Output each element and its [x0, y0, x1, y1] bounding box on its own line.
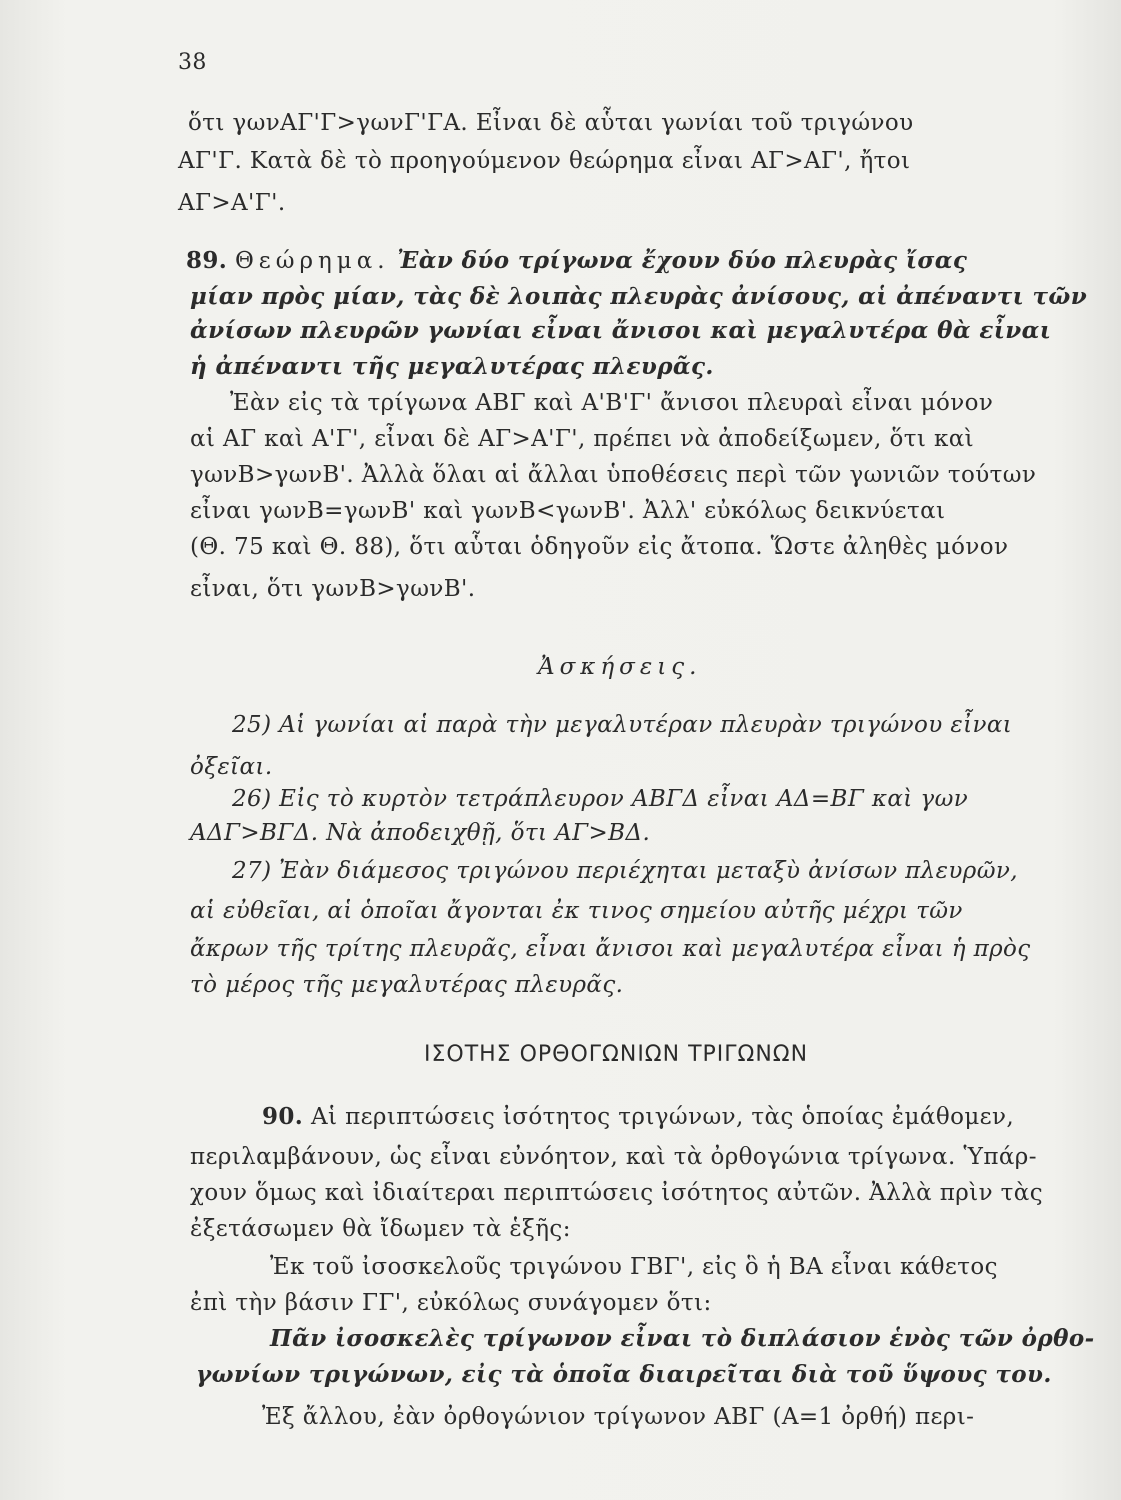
text-line: χουν ὅμως καὶ ἰδιαίτεραι περιπτώσεις ἰσότητος αὐτῶν. Ἀλλὰ πρὶν τὰς	[190, 1180, 1044, 1206]
text-line: ἐξετάσωμεν θὰ ἴδωμεν τὰ ἑξῆς:	[190, 1216, 571, 1242]
paragraph-number: 90.	[262, 1103, 304, 1130]
theorem-number: 89.	[186, 247, 228, 274]
paragraph-90	[262, 1102, 1121, 1132]
text-line: τὸ μέρος τῆς μεγαλυτέρας πλευρᾶς.	[190, 972, 624, 998]
text-line: ΑΓ'Γ. Κατὰ δὲ τὸ προηγούμενον θεώρημα εἶναι ΑΓ>ΑΓ', ἤτοι	[178, 148, 911, 174]
principle-text: Πᾶν ἰσοσκελὲς τρίγωνον εἶναι τὸ διπλάσιον ἑνὸς τῶν ὀρθο-	[270, 1325, 1095, 1352]
text-line: Ἐξ ἄλλου, ἐὰν ὀρθογώνιον τρίγωνον ΑΒΓ (Α=1 ὀρθή) περι-	[262, 1404, 975, 1430]
text-line: ὀξεῖαι.	[190, 754, 273, 780]
text-line: (Θ. 75 καὶ Θ. 88), ὅτι αὗται ὁδηγοῦν εἰς ἄτοπα. Ὥστε ἀληθὲς μόνον	[190, 534, 1009, 560]
exercises-title: Ἀσκήσεις.	[538, 654, 702, 680]
exercise-number: 27)	[232, 858, 272, 884]
text-line: ΑΔΓ>ΒΓΔ. Νὰ ἀποδειχθῇ, ὅτι ΑΓ>ΒΔ.	[190, 820, 651, 846]
text-line: αἱ εὐθεῖαι, αἱ ὁποῖαι ἄγονται ἐκ τινος σημείου αὐτῆς μέχρι τῶν	[190, 898, 963, 924]
text-line: περιλαμβάνουν, ὡς εἶναι εὐνόητον, καὶ τὰ ὀρθογώνια τρίγωνα. Ὑπάρ-	[190, 1144, 1037, 1170]
text-line: ὅτι γωνΑΓ'Γ>γωνΓ'ΓΑ. Εἶναι δὲ αὗται γωνίαι τοῦ τριγώνου	[188, 110, 914, 136]
exercise-26	[232, 784, 1121, 814]
text-line: Ἐκ τοῦ ἰσοσκελοῦς τριγώνου ΓΒΓ', εἰς ὃ ἡ ΒΑ εἶναι κάθετος	[270, 1254, 998, 1280]
text-line: εἶναι, ὅτι γωνΒ>γωνΒ'.	[190, 576, 476, 602]
text-line: αἱ ΑΓ καὶ Α'Γ', εἶναι δὲ ΑΓ>Α'Γ', πρέπει νὰ ἀποδείξωμεν, ὅτι καὶ	[190, 426, 975, 452]
paragraph-text: Αἱ περιπτώσεις ἰσότητος τριγώνων, τὰς ὁποίας ἐμάθομεν,	[310, 1104, 1015, 1130]
exercise-text: Ἐὰν διάμεσος τριγώνου περιέχηται μεταξὺ ἀνίσων πλευρῶν,	[279, 858, 1018, 884]
exercise-text: Αἱ γωνίαι αἱ παρὰ τὴν μεγαλυτέραν πλευρὰν τριγώνου εἶναι	[279, 712, 1013, 738]
theorem-text: Ἐὰν δύο τρίγωνα ἔχουν δύο πλευρὰς ἴσας	[397, 247, 968, 274]
exercise-number: 25)	[232, 712, 272, 738]
text-line: ἄκρων τῆς τρίτης πλευρᾶς, εἶναι ἄνισοι καὶ μεγαλυτέρα εἶναι ἡ πρὸς	[190, 936, 1031, 962]
text-line: Ἐὰν εἰς τὰ τρίγωνα ΑΒΓ καὶ Α'Β'Γ' ἄνισοι πλευραὶ εἶναι μόνον	[230, 390, 994, 416]
exercise-text: Εἰς τὸ κυρτὸν τετράπλευρον ΑΒΓΔ εἶναι ΑΔ=ΒΓ καὶ γων	[279, 786, 969, 812]
page-number: 38	[178, 50, 207, 75]
exercise-27	[232, 856, 1121, 886]
text-line: ΑΓ>Α'Γ'.	[178, 190, 286, 216]
exercise-number: 26)	[232, 786, 272, 812]
text-line: ἐπὶ τὴν βάσιν ΓΓ', εὐκόλως συνάγομεν ὅτι:	[190, 1290, 712, 1316]
theorem-text: ἡ ἀπέναντι τῆς μεγαλυτέρας πλευρᾶς.	[190, 353, 714, 380]
theorem-text: μίαν πρὸς μίαν, τὰς δὲ λοιπὰς πλευρὰς ἀνίσους, αἱ ἀπέναντι τῶν	[190, 283, 1088, 310]
text-line: εἶναι γωνΒ=γωνΒ' καὶ γωνΒ<γωνΒ'. Ἀλλ' εὐκόλως δεικνύεται	[190, 498, 946, 524]
section-heading: ΙΣΟΤΗΣ ΟΡΘΟΓΩΝΙΩΝ ΤΡΙΓΩΝΩΝ	[424, 1042, 809, 1067]
theorem-89	[186, 246, 1098, 276]
exercise-25	[232, 710, 1121, 740]
principle-text: γωνίων τριγώνων, εἰς τὰ ὁποῖα διαιρεῖται διὰ τοῦ ὕψους του.	[196, 1361, 1052, 1388]
theorem-text: ἀνίσων πλευρῶν γωνίαι εἶναι ἄνισοι καὶ μεγαλυτέρα θὰ εἶναι	[190, 317, 1052, 344]
text-line: γωνΒ>γωνΒ'. Ἀλλὰ ὅλαι αἱ ἄλλαι ὑποθέσεις περὶ τῶν γωνιῶν τούτων	[190, 462, 1037, 488]
theorem-label: Θεώρημα.	[234, 248, 390, 274]
